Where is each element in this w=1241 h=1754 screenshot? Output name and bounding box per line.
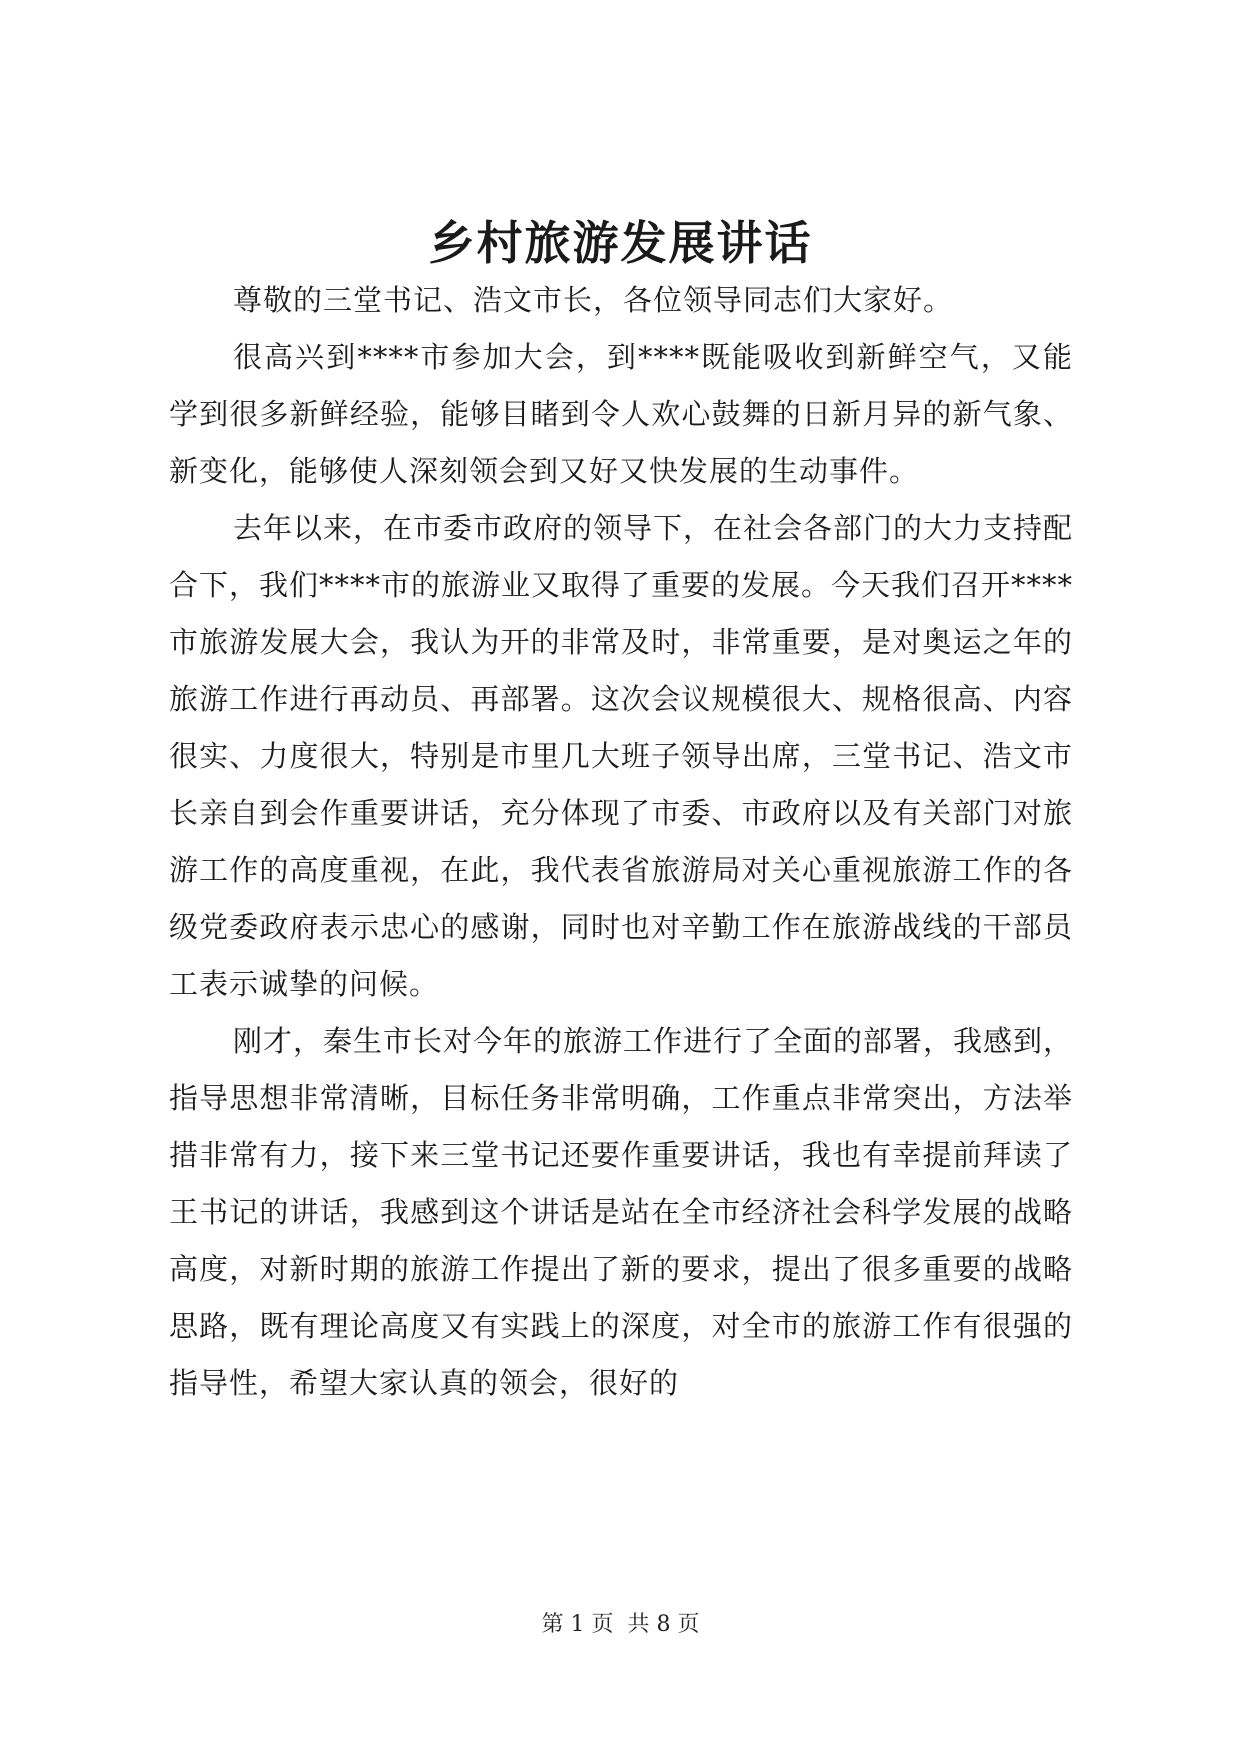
page-number: 第 1 页: [541, 1612, 614, 1637]
paragraph-greeting: 尊敬的三堂书记、浩文市长，各位领导同志们大家好。: [233, 283, 954, 317]
page-footer: [0, 1610, 1241, 1640]
paragraph-development: 去年以来，在市委市政府的领导下，在社会各部门的大力支持配合下，我们****市的旅游业又取得了重要的发展。今天我们召开****市旅游发展大会，我认为开的非常及时，非常重要，是对奥运之年的旅游工作进行再动员、再部署。这次会议规模很大、规格很高、内容很实、力度很大，特别是市里几大班子领导出席，三堂书记、浩文市长亲自到会作重要讲话，充分体现了市委、市政府以及有关部门对旅游工作的高度重视，在此，我代表省旅游局对关心重视旅游工作的各级党委政府表示忠心的感谢，同时也对辛勤工作在旅游战线的干部员工表示诚挚的问候。: [169, 511, 1074, 1001]
paragraph-welcome: 很高兴到****市参加大会，到****既能吸收到新鲜空气，又能学到很多新鲜经验，能够目睹到令人欢心鼓舞的日新月异的新气象、新变化，能够使人深刻领会到又好又快发展的生动事件。: [169, 340, 1073, 488]
paragraph-deployment: 刚才，秦生市长对今年的旅游工作进行了全面的部署，我感到，指导思想非常清晰，目标任务非常明确，工作重点非常突出，方法举措非常有力，接下来三堂书记还要作重要讲话，我也有幸提前拜读了王书记的讲话，我感到这个讲话是站在全市经济社会科学发展的战略高度，对新时期的旅游工作提出了新的要求，提出了很多重要的战略思路，既有理论高度又有实践上的深度，对全市的旅游工作有很强的指导性，希望大家认真的领会，很好的: [169, 1024, 1074, 1400]
page-total: 共 8 页: [627, 1612, 700, 1637]
document-body: [169, 272, 1073, 1412]
document-title: 乡村旅游发展讲话: [428, 216, 813, 270]
